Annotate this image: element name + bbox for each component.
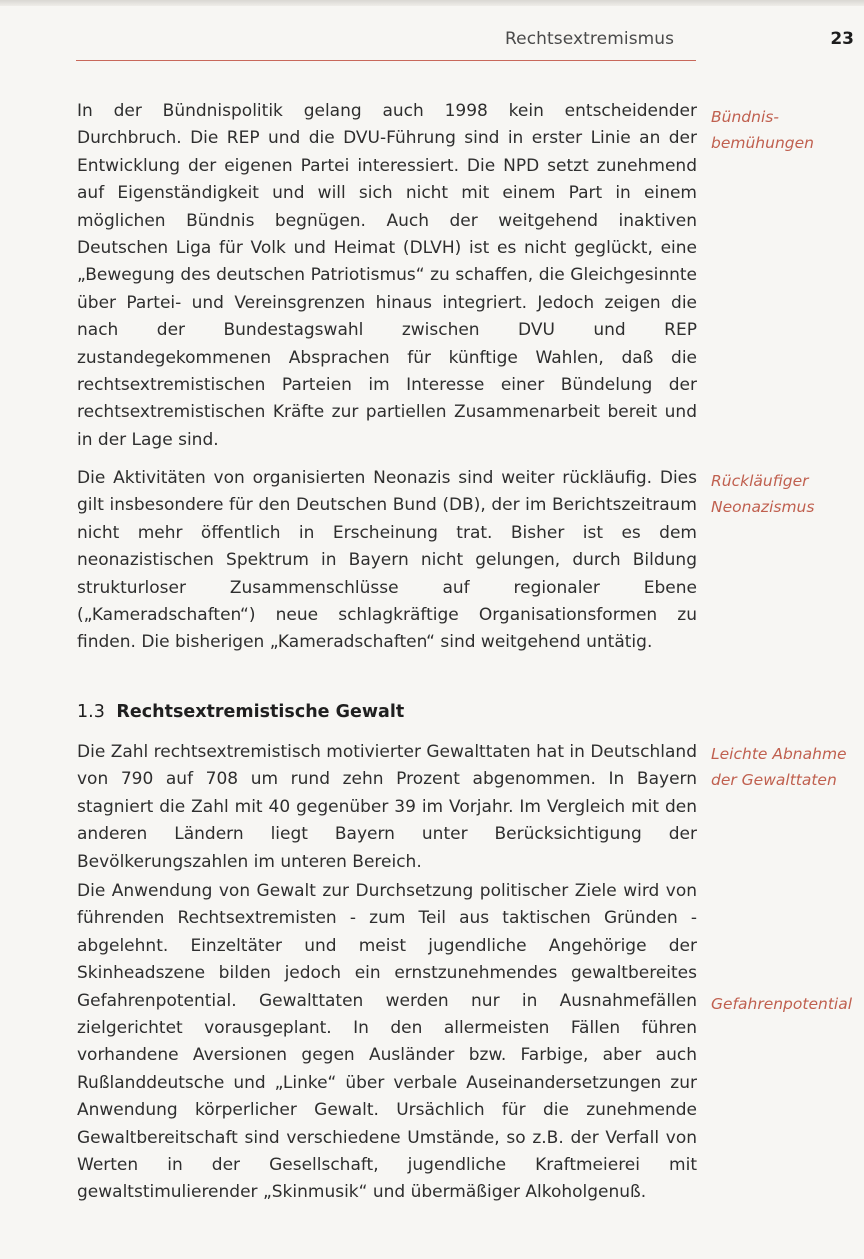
section-heading [77, 702, 697, 722]
margin-note-line: Leichte Abnahme [711, 745, 847, 763]
paragraph-buendnispolitik: In der Bündnispolitik gelang auch 1998 kein entscheidender Durchbruch. Die REP und die DVU-Führung sind in erster Linie an der Entwicklung der eigenen Partei interessiert. Die NPD setzt zunehmend auf Eigenständigkeit und will sich nicht mit einem Part in einem möglichen Bündnis begnügen. Auch der weitgehend inaktiven Deutschen Liga für Volk und Heimat (DLVH) ist es nicht geglückt, eine „Bewegung des deutschen Patriotismus“ zu schaffen, die Gleichgesinnte über Partei- und Vereinsgrenzen hinaus integriert. Jedoch zeigen die nach der Bundestagswahl zwischen DVU und REP zustandegekommenen Absprachen für künftige Wahlen, daß die rechtsextremistischen Parteien im Interesse einer Bündelung der rechtsextremistischen Kräfte zur partiellen Zusammenarbeit bereit und in der Lage sind. [77, 101, 697, 450]
section-title: Rechtsextremistische Gewalt [116, 702, 405, 722]
paragraph-gewalt-anwendung: Die Anwendung von Gewalt zur Durchsetzung politischer Ziele wird von führenden Rechtsextremisten - zum Teil aus taktischen Gründen - abgelehnt. Einzeltäter und meist jugendliche Angehörige der Skinheadszene bilden jedoch ein ernstzunehmendes gewaltbereites Gefahrenpotential. Gewalttaten werden nur in Ausnahmefällen zielgerichtet vorausgeplant. In den allermeisten Fällen führen vorhandene Aversionen gegen Ausländer bzw. Farbige, aber auch Rußlanddeutsche und „Linke“ über verbale Auseinandersetzungen zur Anwendung körperlicher Gewalt. Ursächlich für die zunehmende Gewaltbereitschaft sind verschiedene Umstände, so z.B. der Verfall von Werten in der Gesellschaft, jugendliche Kraftmeierei mit gewaltstimulierender „Skinmusik“ und übermäßiger Alkoholgenuß. [77, 881, 697, 1203]
paragraph-gewalttaten-zahl: Die Zahl rechtsextremistisch motivierter Gewalttaten hat in Deutschland von 790 auf 708 um rund zehn Prozent abgenommen. In Bayern stagniert die Zahl mit 40 gegenüber 39 im Vorjahr. Im Vergleich mit den anderen Ländern liegt Bayern unter Berücksichtigung der Bevölkerungszahlen im unteren Bereich. [77, 742, 697, 872]
margin-note-buendnis [711, 104, 861, 156]
running-header-title: Rechtsextremismus [505, 29, 675, 49]
page-number: 23 [830, 29, 854, 49]
margin-note-line: Neonazismus [711, 498, 815, 516]
page-top-edge [0, 0, 864, 6]
section-number: 1.3 [77, 702, 105, 722]
header-divider [76, 60, 696, 61]
paragraph-neonazis: Die Aktivitäten von organisierten Neonazis sind weiter rückläufig. Dies gilt insbesondere für den Deutschen Bund (DB), der im Berichtszeitraum nicht mehr öffentlich in Erscheinung trat. Bisher ist es dem neonazistischen Spektrum in Bayern nicht gelungen, durch Bildung strukturloser Zusammenschlüsse auf regionaler Ebene („Kameradschaften“) neue schlagkräftige Organisationsformen zu finden. Die bisherigen „Kameradschaften“ sind weitgehend untätig. [77, 468, 697, 653]
margin-note-line: Rückläufiger [711, 472, 809, 490]
margin-note-gewalttaten [711, 741, 861, 793]
margin-note-line: der Gewalttaten [711, 771, 837, 789]
margin-note-line: Bündnis- [711, 108, 779, 126]
margin-note-line: Gefahrenpotential [711, 995, 853, 1013]
margin-note-neonazismus [711, 468, 861, 520]
margin-note-gefahrenpotential [711, 991, 861, 1017]
margin-note-line: bemühungen [711, 134, 814, 152]
